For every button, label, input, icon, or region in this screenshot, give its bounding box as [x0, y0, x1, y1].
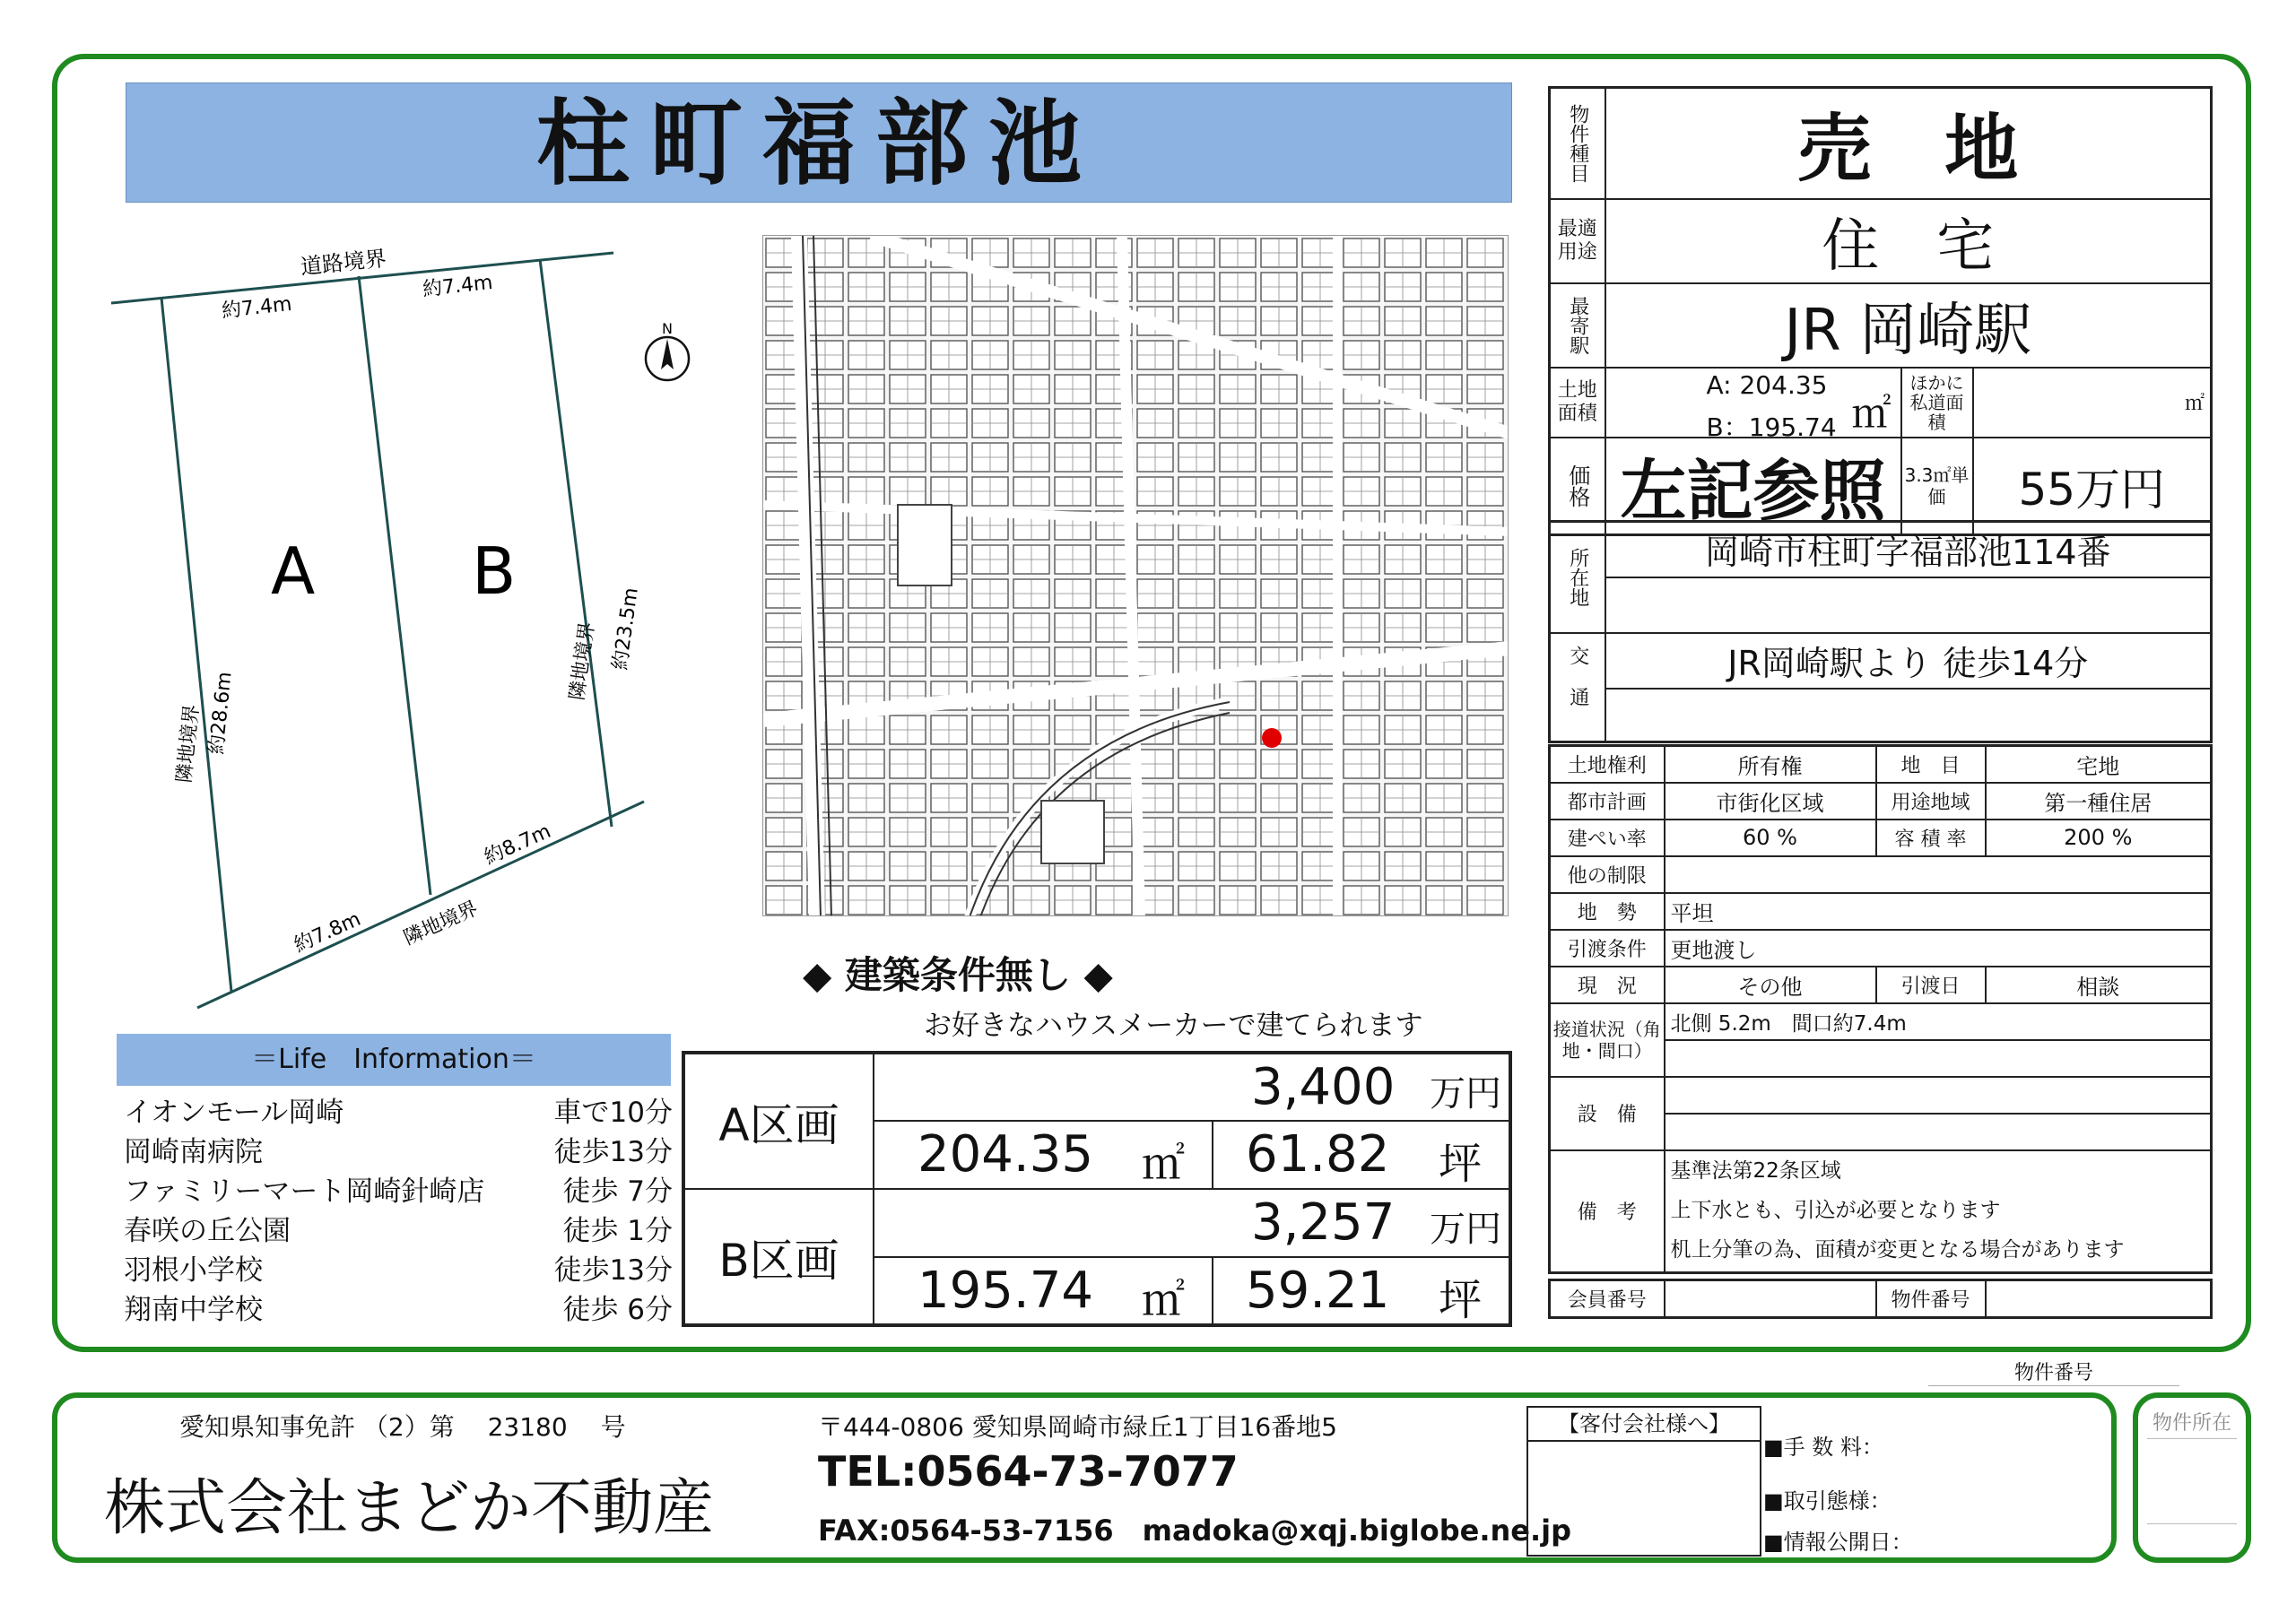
unit-price-value: 55万円: [1973, 438, 2212, 535]
a-price: 3,400: [1251, 1058, 1396, 1116]
b-area-m2: 195.74: [918, 1262, 1093, 1320]
left-side-label: 隣地境界: [173, 703, 204, 785]
life-time: 車で10分: [553, 1097, 673, 1129]
b-area-tsubo: 59.21: [1246, 1262, 1390, 1320]
bottom-a-dim: 約7.8m: [291, 907, 365, 958]
property-location-marker: [1262, 728, 1282, 748]
coverage-label: 建ぺい率: [1550, 820, 1665, 856]
area-map: [762, 235, 1509, 916]
b-price-unit: 万円: [1430, 1209, 1501, 1250]
left-side-dim: 約28.6m: [205, 671, 237, 756]
life-name: 岡崎南病院: [124, 1136, 263, 1168]
map-streets: [763, 236, 1509, 916]
land-b: B：195.74: [1706, 412, 1837, 438]
handover-cond-label: 引渡条件: [1550, 930, 1665, 967]
stamp-lines: [2147, 1438, 2237, 1524]
road-access-value: 北側 5.2m 間口約7.4m: [1665, 1003, 2212, 1040]
left-boundary-line: [161, 298, 231, 992]
lot-b-label: B: [472, 533, 517, 609]
detail-table: [1548, 744, 2213, 1274]
plot-diagram: [99, 235, 762, 1024]
a-price-unit: 万円: [1430, 1073, 1501, 1115]
right-boundary-line: [540, 259, 612, 827]
b-area-m2-unit: ㎡: [1141, 1275, 1185, 1325]
handover-cond-value: 更地渡し: [1665, 930, 2212, 967]
type-label: [1550, 88, 1605, 199]
north-arrow-icon: [646, 320, 689, 380]
price-table: [682, 1051, 1512, 1327]
rights-value: 所有権: [1665, 746, 1876, 783]
public-date-label: ■情報公開日：: [1763, 1530, 1913, 1555]
page-title: 柱町福部池: [535, 89, 1101, 198]
handover-date-value: 相談: [1986, 967, 2212, 1003]
life-name: イオンモール岡崎: [124, 1097, 344, 1129]
company-fax-email: FAX:0564-53-7156 madoka@xqj.biglobe.ne.jp: [818, 1514, 1572, 1548]
life-time: 徒歩 6分: [562, 1294, 673, 1326]
right-side-label: 隣地境界: [566, 620, 600, 702]
b-lot-label: B区画: [683, 1189, 874, 1325]
summary-table: [1548, 86, 2213, 536]
note-line: 上下水とも、引込が必要となります: [1670, 1198, 2001, 1222]
b-area-m2-cell: [874, 1257, 1213, 1325]
company-address: 〒444-0806 愛知県岡崎市緑丘1丁目16番地5: [818, 1412, 1337, 1442]
type-value: 売 地: [1605, 88, 2212, 199]
price-label-text: 価格: [1564, 464, 1590, 507]
fee-label: ■手 数 料：: [1763, 1435, 1883, 1460]
life-name: 翔南中学校: [124, 1294, 263, 1326]
member-no-value: [1665, 1280, 1876, 1318]
road-access-blank: [1665, 1040, 2212, 1077]
status-value: その他: [1665, 967, 1876, 1003]
note-line: 基準法第22条区域: [1670, 1158, 1841, 1183]
zoning-value: 第一種住居: [1986, 783, 2212, 820]
bottom-boundary-label: 隣地境界: [400, 897, 482, 950]
address-label: [1550, 522, 1605, 633]
stamp-label: 物件所在: [2152, 1412, 2231, 1435]
b-price-cell: [874, 1189, 1510, 1257]
transport-label: [1550, 633, 1605, 742]
a-price-cell: [874, 1053, 1510, 1121]
other-limits-label: 他の制限: [1550, 856, 1665, 893]
north-label: N: [662, 320, 673, 337]
city-plan-label: 都市計画: [1550, 783, 1665, 820]
list-item: [117, 1129, 673, 1168]
b-price: 3,257: [1251, 1193, 1396, 1252]
agent-box-title: 【客付会社様へ】: [1528, 1408, 1760, 1442]
zoning-label: 用途地域: [1876, 783, 1986, 820]
chimoku-label: 地 目: [1876, 746, 1986, 783]
address-label-text: 所在地: [1566, 547, 1589, 607]
a-lot-label: A区画: [683, 1053, 874, 1189]
facility-label: 設 備: [1550, 1077, 1665, 1150]
use-value: 住 宅: [1605, 199, 2212, 283]
bottom-b-dim: 約8.7m: [481, 820, 555, 870]
agent-box: [1526, 1406, 1761, 1557]
road-boundary-label: 道路境界: [299, 246, 388, 280]
a-area-tsubo: 61.82: [1246, 1125, 1390, 1184]
note-line: 机上分筆の為、面積が変更となる場合があります: [1670, 1237, 2125, 1262]
bottom-boundary-line: [197, 802, 644, 1008]
price-value: 左記参照: [1605, 438, 1901, 535]
rights-label: 土地権利: [1550, 746, 1665, 783]
transport-label-text: 交通: [1566, 646, 1589, 729]
handover-date-label: 引渡日: [1876, 967, 1986, 1003]
life-name: ファミリーマート岡崎針崎店: [124, 1175, 485, 1208]
property-no-label: 物件番号: [1876, 1280, 1986, 1318]
unit-price-label: 3.3㎡単価: [1901, 438, 1973, 535]
private-road-label: ほかに私道面積: [1901, 368, 1973, 438]
list-item: [117, 1168, 673, 1208]
chimoku-value: 宅地: [1986, 746, 2212, 783]
land-area-label: 土地面積: [1550, 368, 1605, 438]
a-area-tsubo-cell: [1213, 1121, 1510, 1189]
a-area-m2: 204.35: [918, 1125, 1093, 1184]
company-tel: TEL:0564-73-7077: [818, 1447, 1239, 1496]
land-area-cell: [1605, 368, 1901, 438]
right-side-dim: 約23.5m: [609, 585, 643, 672]
building-sub: お好きなハウスメーカーで建てられます: [924, 1010, 1423, 1042]
terrain-value: 平坦: [1665, 893, 2212, 930]
list-item: [117, 1208, 673, 1247]
deal-type-label: ■取引態様：: [1763, 1488, 1892, 1514]
use-label: 最適用途: [1550, 199, 1605, 283]
land-a: A: 204.35: [1706, 369, 1828, 400]
location-table: [1548, 520, 2213, 743]
life-name: 春咲の丘公園: [124, 1215, 291, 1247]
city-plan-value: 市街化区域: [1665, 783, 1876, 820]
terrain-label: 地 勢: [1550, 893, 1665, 930]
a-area-m2-unit: ㎡: [1141, 1139, 1185, 1189]
property-no-value: [1986, 1280, 2212, 1318]
life-time: 徒歩13分: [553, 1136, 673, 1168]
address-value: 岡崎市柱町字福部池114番: [1605, 522, 2212, 577]
b-area-tsubo-unit: 坪: [1438, 1275, 1482, 1325]
license: 愛知県知事免許 （2）第 23180 号: [179, 1412, 626, 1442]
station-label: [1550, 283, 1605, 368]
notes-label: 備 考: [1550, 1150, 1665, 1273]
coverage-value: 60 %: [1665, 820, 1876, 856]
list-item: [117, 1287, 673, 1326]
facility-row-1: [1665, 1077, 2212, 1114]
transport-value: JR岡崎駅より 徒歩14分: [1605, 633, 2212, 689]
life-name: 羽根小学校: [124, 1254, 263, 1287]
land-unit: ㎡: [1851, 390, 1892, 437]
far-value: 200 %: [1986, 820, 2212, 856]
road-access-label: 接道状況（角地・間口）: [1550, 1003, 1665, 1077]
title-bar: [126, 82, 1512, 203]
lot-a-label: A: [271, 533, 316, 609]
list-item: [117, 1247, 673, 1287]
type-label-text: 物件種目: [1566, 103, 1589, 183]
middle-boundary-line: [359, 276, 430, 895]
list-item: [117, 1089, 673, 1129]
life-time: 徒歩 7分: [562, 1175, 673, 1208]
company-name: 株式会社まどか不動産: [104, 1473, 715, 1544]
a-area-tsubo-unit: 坪: [1438, 1139, 1482, 1189]
building-headline: ◆ 建築条件無し ◆: [803, 953, 1113, 997]
transport-blank: [1605, 689, 2212, 742]
status-label: 現 況: [1550, 967, 1665, 1003]
member-no-label: 会員番号: [1550, 1280, 1665, 1318]
station-value: JR 岡崎駅: [1605, 283, 2212, 368]
life-time: 徒歩13分: [553, 1254, 673, 1287]
other-limits-value: [1665, 856, 2212, 893]
top-b-dim: 約7.4m: [422, 271, 494, 301]
notes-cell: [1665, 1150, 2212, 1273]
a-area-m2-cell: [874, 1121, 1213, 1189]
top-a-dim: 約7.4m: [221, 292, 293, 323]
life-list: [117, 1089, 673, 1331]
far-label: 容 積 率: [1876, 820, 1986, 856]
private-road-unit: ㎡: [1973, 368, 2212, 438]
outer-property-no: 物件番号: [1928, 1357, 2179, 1386]
station-label-text: 最寄駅: [1566, 295, 1589, 355]
address-blank: [1605, 577, 2212, 633]
facility-row-2: [1665, 1114, 2212, 1150]
member-table: [1548, 1279, 2213, 1319]
life-header: ＝Life Information＝: [117, 1034, 671, 1086]
life-time: 徒歩 1分: [562, 1215, 673, 1247]
b-area-tsubo-cell: [1213, 1257, 1510, 1325]
